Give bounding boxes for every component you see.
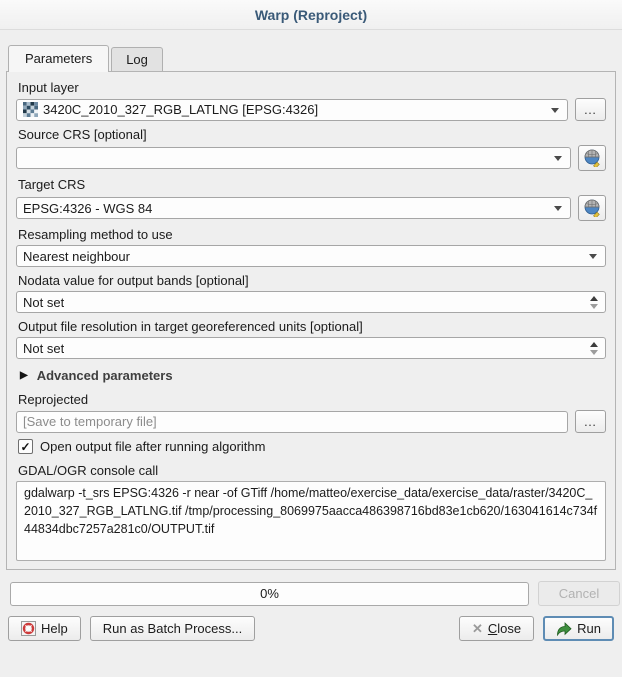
progress-row [10,581,620,606]
resampling-row [16,245,606,267]
help-lifebuoy-icon [21,621,36,636]
resampling-value: Nearest neighbour [23,248,130,264]
source-crs-picker-button[interactable] [578,145,606,171]
target-crs-label: Target CRS [18,177,86,192]
spinner-arrows-icon[interactable] [590,292,600,313]
run-button-label: Run [577,621,601,636]
reprojected-output-input[interactable] [16,411,568,433]
chevron-down-icon [589,254,597,263]
target-crs-picker-button[interactable] [578,195,606,221]
raster-layer-icon [23,102,38,117]
source-crs-select[interactable] [16,147,571,169]
close-button-label: Close [487,621,522,636]
dialog-titlebar [0,0,622,30]
help-button-label: Help [41,621,68,636]
nodata-value: Not set [23,294,65,310]
tab-parameters[interactable]: Parameters [8,45,109,72]
progress-bar [10,582,529,606]
reprojected-browse-button[interactable]: … [575,410,606,433]
check-mark-icon: ✓ [20,439,31,454]
resampling-select[interactable] [16,245,606,267]
resampling-label: Resampling method to use [18,227,173,242]
target-crs-select[interactable] [16,197,571,219]
output-resolution-spinbox[interactable] [16,337,606,359]
input-layer-label: Input layer [18,80,79,95]
run-button[interactable] [543,616,614,641]
input-layer-select[interactable] [16,99,568,121]
open-output-checkbox-row[interactable] [18,439,606,454]
cancel-button[interactable]: Cancel [538,581,620,606]
output-resolution-value: Not set [23,340,65,356]
tab-bar [8,45,622,71]
output-resolution-label: Output file resolution in target georeferenced units [optional] [18,319,363,334]
spin-up-icon[interactable] [590,292,598,301]
source-crs-label: Source CRS [optional] [18,127,147,142]
target-crs-value: EPSG:4326 - WGS 84 [23,200,153,216]
chevron-down-icon [554,156,562,165]
input-layer-row [16,98,606,121]
globe-crs-icon [583,149,601,167]
source-crs-row [16,145,606,171]
console-call-label: GDAL/OGR console call [18,463,159,478]
spin-down-icon[interactable] [590,304,598,313]
spin-up-icon[interactable] [590,338,598,347]
help-button[interactable] [8,616,81,641]
spinner-arrows-icon[interactable] [590,338,600,359]
close-button[interactable] [459,616,534,641]
nodata-spinbox[interactable] [16,291,606,313]
reprojected-output-value: [Save to temporary file] [23,414,157,429]
target-crs-row [16,195,606,221]
input-layer-value: 3420C_2010_327_RGB_LATLNG [EPSG:4326] [43,102,319,117]
spin-down-icon[interactable] [590,350,598,359]
chevron-down-icon [551,108,559,117]
progress-text: 0% [260,586,279,601]
checkbox-checked-icon[interactable] [18,439,33,454]
reprojected-row [16,410,606,433]
console-call-box[interactable]: gdalwarp -t_srs EPSG:4326 -r near -of GTiff /home/matteo/exercise_data/exercise_data/raster/3420C_2010_327_RGB_LATLNG.tif /tmp/processing_8069975aacca486398716bd83e1cb620/163041614c734f44834dbc7257a281c0/OUTPUT.tif [16,481,606,561]
run-as-batch-button[interactable]: Run as Batch Process... [90,616,255,641]
chevron-down-icon [554,206,562,215]
dialog-button-row [8,616,614,641]
input-layer-browse-button[interactable]: … [575,98,606,121]
parameters-panel [6,71,616,570]
dialog-title: Warp (Reproject) [254,6,368,23]
triangle-right-icon: ▶ [20,370,28,381]
tab-log[interactable]: Log [111,47,163,71]
run-arrow-icon [556,622,572,636]
globe-crs-icon [583,199,601,217]
reprojected-label: Reprojected [18,392,89,407]
advanced-parameters-toggle[interactable] [20,368,606,383]
close-x-icon: ✕ [471,620,483,636]
open-output-label: Open output file after running algorithm [40,439,266,454]
nodata-label: Nodata value for output bands [optional] [18,273,249,288]
advanced-parameters-label: Advanced parameters [36,368,173,383]
